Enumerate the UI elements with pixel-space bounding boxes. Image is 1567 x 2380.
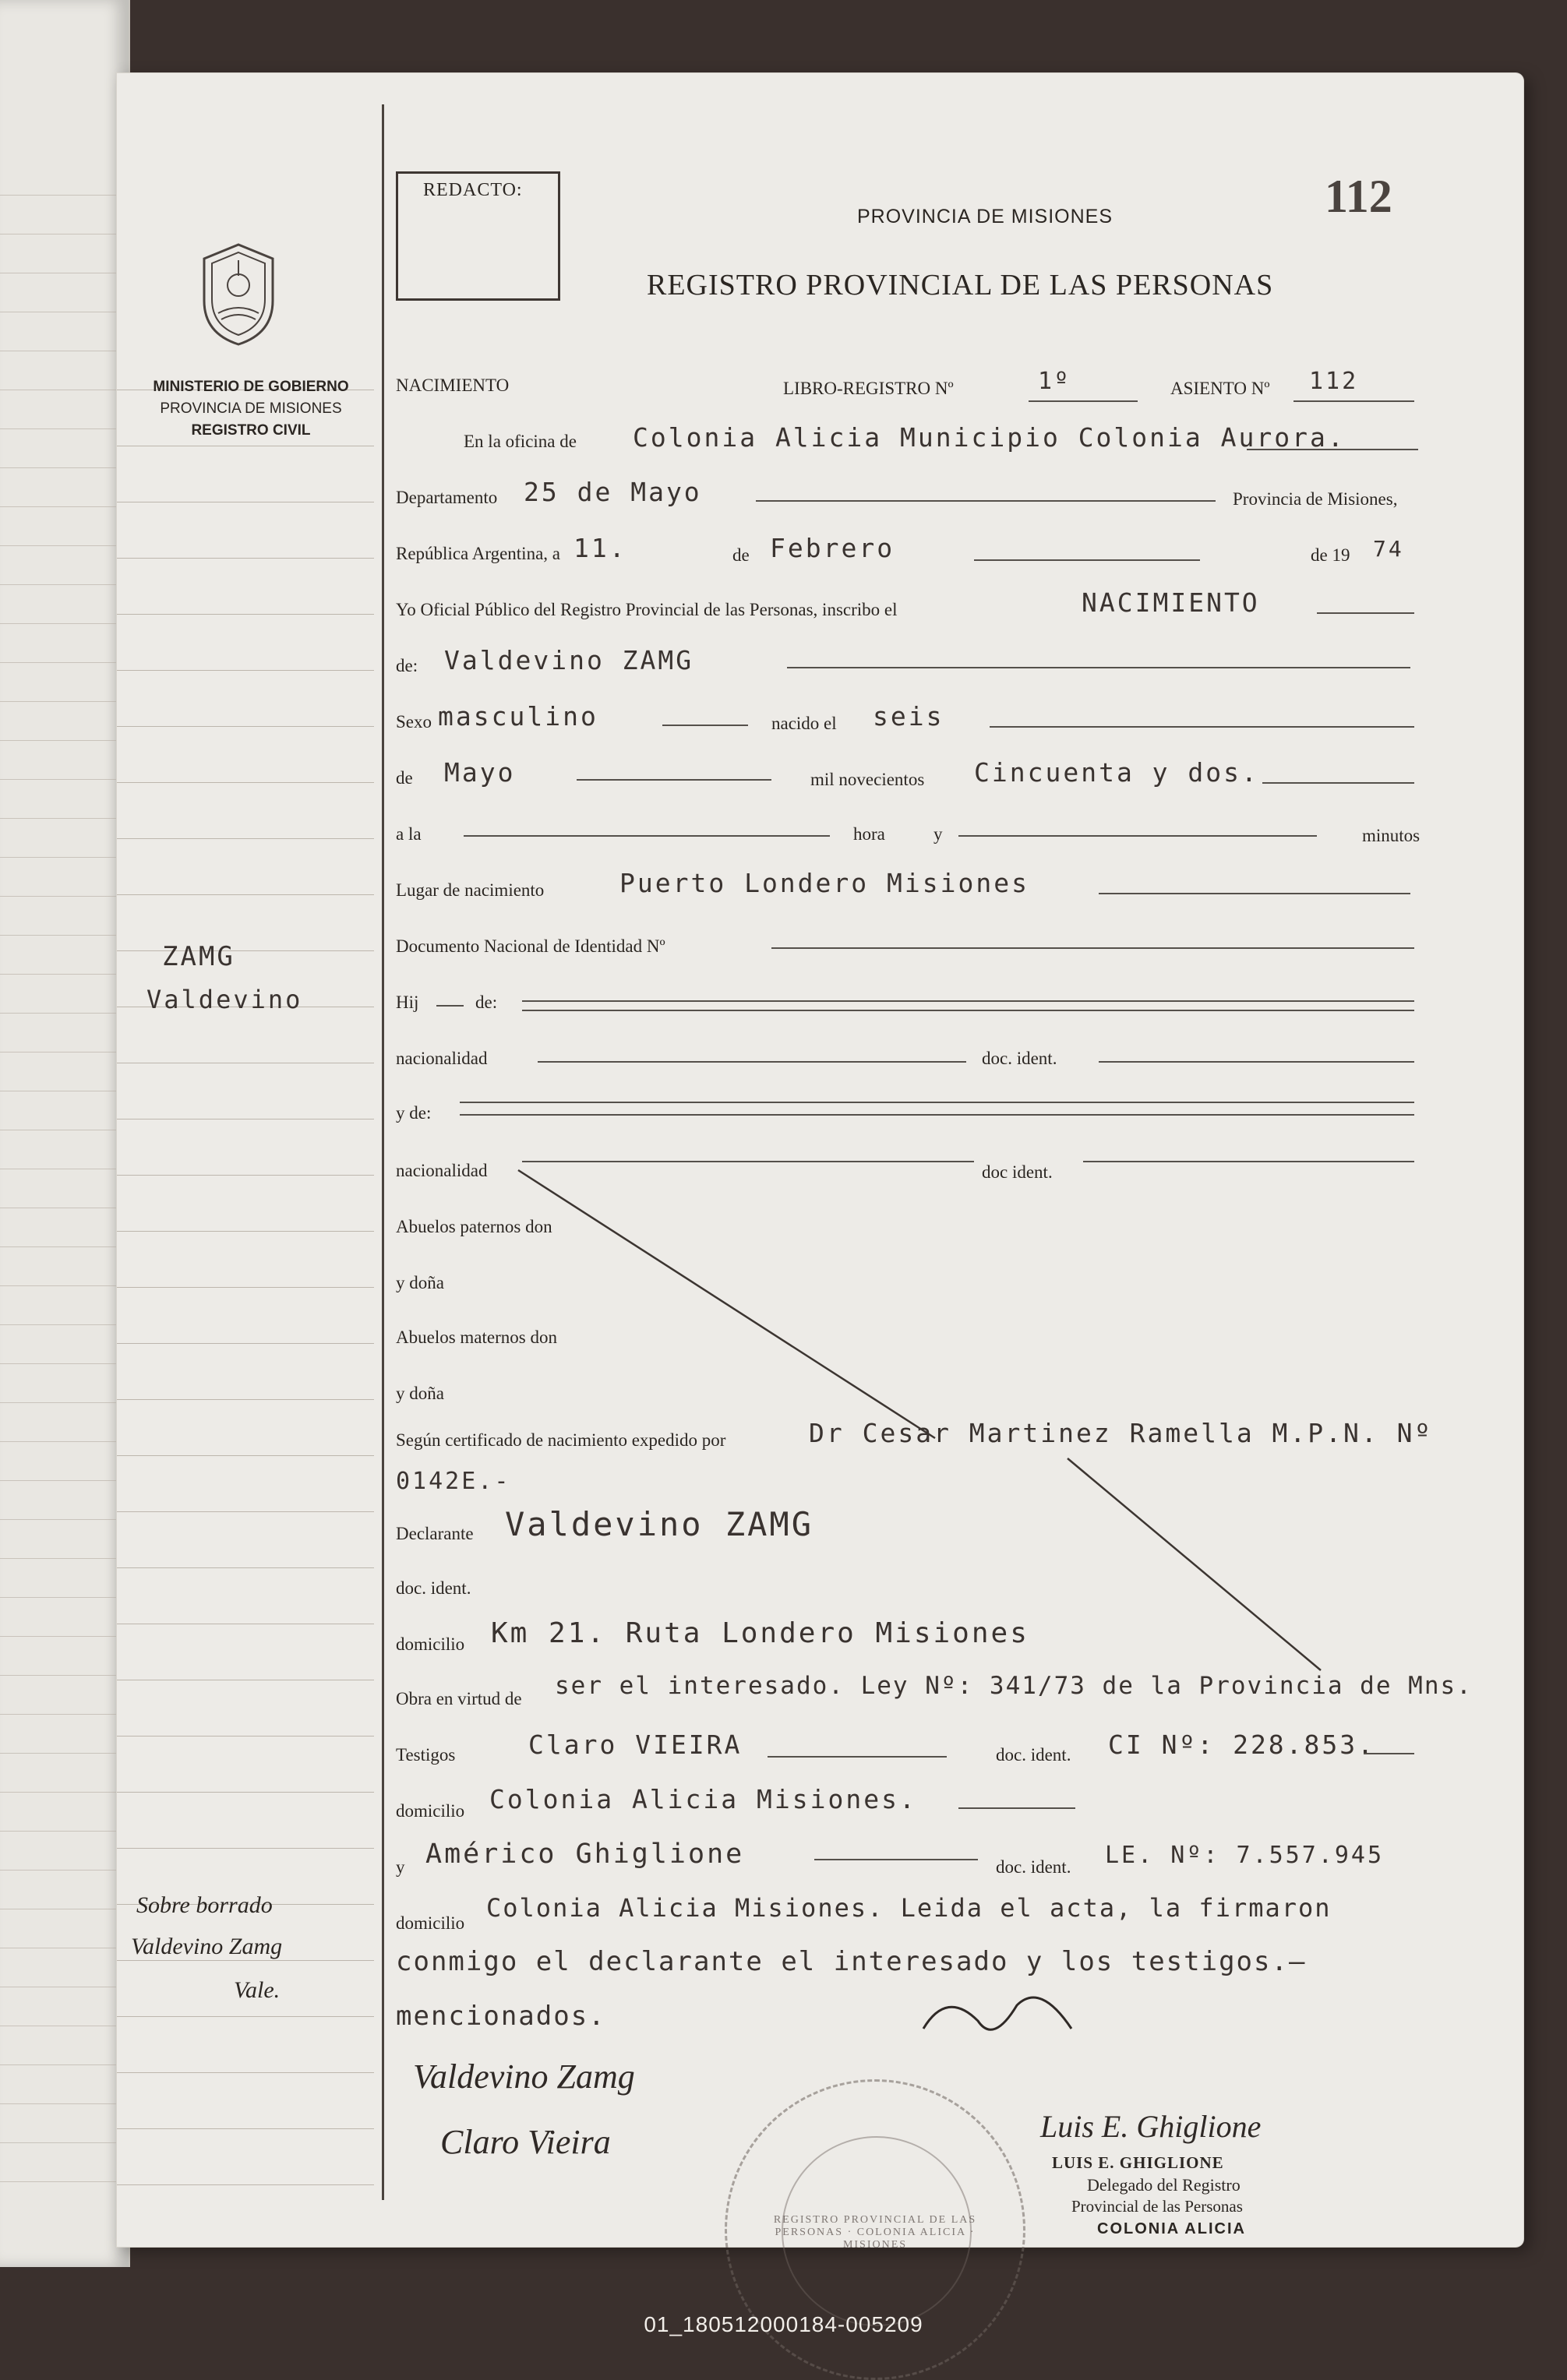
doc-ident4-label: doc. ident. bbox=[996, 1745, 1071, 1765]
stamp-role1: Delegado del Registro bbox=[1087, 2175, 1241, 2195]
y2-label: y bbox=[396, 1857, 405, 1877]
departamento-value: 25 de Mayo bbox=[524, 477, 702, 507]
testigo1-doc: CI Nº: 228.853. bbox=[1108, 1729, 1376, 1760]
stamp-role2: Provincial de las Personas bbox=[1071, 2197, 1243, 2216]
de-label: de bbox=[732, 545, 750, 565]
registry-title: REGISTRO PROVINCIAL DE LAS PERSONAS bbox=[647, 269, 1274, 301]
libro-value: 1º bbox=[1038, 368, 1071, 395]
register-page bbox=[117, 73, 1523, 2251]
province-heading: PROVINCIA DE MISIONES bbox=[857, 206, 1113, 227]
testigo2-value: Américo Ghiglione bbox=[425, 1839, 745, 1870]
nacido-label: nacido el bbox=[771, 714, 837, 733]
month-value: Febrero bbox=[770, 533, 895, 563]
lugar-value: Puerto Londero Misiones bbox=[619, 868, 1029, 898]
domicilio2-label: domicilio bbox=[396, 1801, 465, 1821]
oficial-label: Yo Oficial Público del Registro Provincial de las Personas, inscribo el bbox=[396, 600, 898, 619]
y-label: y bbox=[933, 824, 943, 844]
margin-note-line3: Vale. bbox=[234, 1977, 281, 2003]
certificado-value2: 0142E.- bbox=[396, 1468, 511, 1495]
testigos-label: Testigos bbox=[396, 1745, 456, 1765]
redacto-label: REDACTO: bbox=[423, 180, 523, 200]
testigo2-doc: LE. Nº: 7.557.945 bbox=[1105, 1842, 1385, 1869]
asiento-value: 112 bbox=[1309, 368, 1359, 395]
domicilio1-label: domicilio bbox=[396, 1634, 465, 1654]
page-number: 112 bbox=[1325, 171, 1392, 222]
margin-given-name: Valdevino bbox=[146, 985, 303, 1014]
nacido-value: seis bbox=[873, 701, 944, 732]
oficina-value: Colonia Alicia Municipio Colonia Aurora. bbox=[633, 422, 1346, 453]
obra-label: Obra en virtud de bbox=[396, 1689, 522, 1708]
ydona1-label: y doña bbox=[396, 1273, 444, 1292]
ministry-line2: PROVINCIA DE MISIONES bbox=[160, 400, 342, 417]
certificado-label: Según certificado de nacimiento expedido por bbox=[396, 1430, 726, 1450]
domicilio3-label: domicilio bbox=[396, 1913, 465, 1933]
obra-value: ser el interesado. Ley Nº: 341/73 de la Provincia de Mns. bbox=[555, 1672, 1473, 1700]
seal-text: REGISTRO PROVINCIAL DE LAS PERSONAS · COLONIA ALICIA · MISIONES bbox=[773, 2214, 977, 2251]
yde-label: y de: bbox=[396, 1103, 432, 1123]
margin-note-line2: Valdevino Zamg bbox=[131, 1934, 283, 1959]
provincia-suffix: Provincia de Misiones, bbox=[1233, 489, 1398, 509]
lugar-label: Lugar de nacimiento bbox=[396, 880, 545, 900]
left-notebook-page bbox=[0, 0, 130, 2267]
sexo-label: Sexo bbox=[396, 712, 432, 732]
declarante-value: Valdevino ZAMG bbox=[505, 1505, 814, 1543]
de2-label: de: bbox=[396, 656, 418, 675]
signature-ghiglione: Luis E. Ghiglione bbox=[1040, 2109, 1262, 2144]
abuelos-paternos-label: Abuelos paternos don bbox=[396, 1217, 552, 1236]
day-value: 11. bbox=[574, 533, 627, 563]
closing-line2: mencionados. bbox=[396, 2001, 606, 2032]
hij-label: Hij bbox=[396, 993, 419, 1012]
hora-label: hora bbox=[853, 824, 885, 844]
republica-label: República Argentina, a bbox=[396, 544, 560, 563]
declarante-label: Declarante bbox=[396, 1524, 474, 1543]
ala-label: a la bbox=[396, 824, 422, 844]
hij-de-label: de: bbox=[475, 993, 498, 1012]
doc-ident5-label: doc. ident. bbox=[996, 1857, 1071, 1877]
margin-note-line1: Sobre borrado bbox=[136, 1892, 273, 1918]
image-id-caption: 01_180512000184-005209 bbox=[644, 2312, 923, 2336]
departamento-label: Departamento bbox=[396, 488, 498, 507]
abuelos-maternos-label: Abuelos maternos don bbox=[396, 1328, 557, 1347]
novecientos-label: mil novecientos bbox=[810, 770, 925, 789]
domicilio3-value: Colonia Alicia Misiones. Leida el acta, la firmaron bbox=[486, 1893, 1332, 1923]
sexo-value: masculino bbox=[438, 701, 598, 732]
year-prefix: de 19 bbox=[1311, 545, 1350, 565]
certificado-value: Dr Cesar Martinez Ramella M.P.N. Nº bbox=[809, 1418, 1433, 1448]
minutos-label: minutos bbox=[1362, 826, 1421, 845]
stamp-name: LUIS E. GHIGLIONE bbox=[1052, 2153, 1224, 2172]
nacionalidad2-label: nacionalidad bbox=[396, 1161, 488, 1180]
signature-claro: Claro Vieira bbox=[440, 2123, 611, 2161]
de3-label: de bbox=[396, 768, 413, 788]
ministry-line1: MINISTERIO DE GOBIERNO bbox=[153, 379, 349, 395]
oficina-label: En la oficina de bbox=[464, 432, 577, 451]
closing-line1: conmigo el declarante el interesado y los testigos.— bbox=[396, 1946, 1307, 1977]
nacionalidad-label: nacionalidad bbox=[396, 1049, 488, 1068]
nombre-value: Valdevino ZAMG bbox=[444, 645, 694, 675]
ministry-line3: REGISTRO CIVIL bbox=[191, 422, 311, 439]
domicilio1-value: Km 21. Ruta Londero Misiones bbox=[491, 1617, 1029, 1649]
doc-ident2-label: doc ident. bbox=[982, 1162, 1053, 1182]
domicilio2-value: Colonia Alicia Misiones. bbox=[489, 1784, 917, 1814]
testigo1-value: Claro VIEIRA bbox=[528, 1729, 743, 1760]
nacimiento-label: NACIMIENTO bbox=[396, 376, 510, 395]
dni-label: Documento Nacional de Identidad Nº bbox=[396, 936, 665, 956]
initial-scribble bbox=[916, 1974, 1095, 2060]
ydona2-label: y doña bbox=[396, 1384, 444, 1403]
stamp-place: COLONIA ALICIA bbox=[1097, 2220, 1246, 2237]
doc-ident3-label: doc. ident. bbox=[396, 1578, 471, 1598]
oficial-value: NACIMIENTO bbox=[1082, 587, 1260, 618]
signature-valdevino: Valdevino Zamg bbox=[413, 2057, 635, 2096]
year-value: 74 bbox=[1373, 536, 1404, 562]
doc-ident-label: doc. ident. bbox=[982, 1049, 1057, 1068]
asiento-label: ASIENTO Nº bbox=[1170, 379, 1270, 398]
mes-nac-value: Mayo bbox=[444, 757, 516, 788]
libro-label: LIBRO-REGISTRO Nº bbox=[783, 379, 954, 398]
anio-nac-value: Cincuenta y dos. bbox=[974, 757, 1259, 788]
margin-surname: ZAMG bbox=[162, 941, 235, 972]
